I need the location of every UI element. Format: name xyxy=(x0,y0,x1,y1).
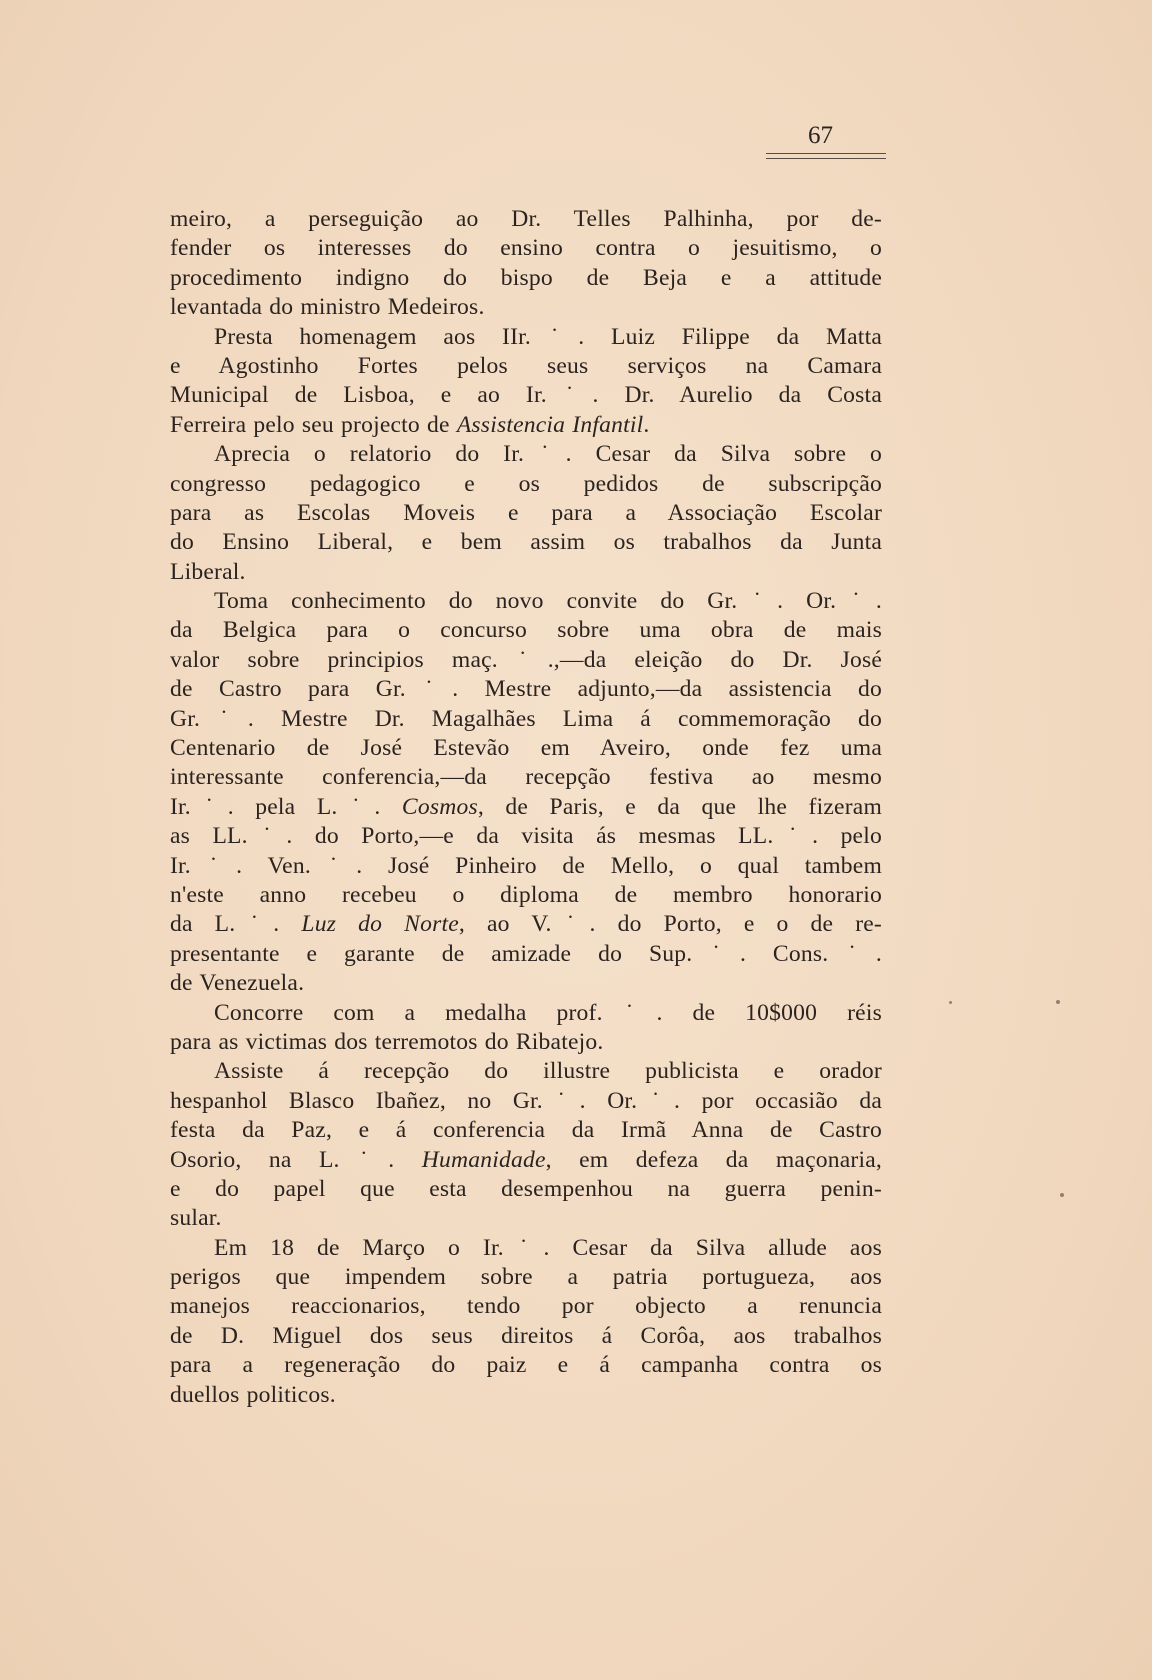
text-line: fender os interesses do ensino contra o jesuitismo, o xyxy=(170,235,882,262)
italic-lodge-luz-do-norte: Luz do Norte xyxy=(301,911,459,938)
paper-speck xyxy=(1060,1193,1064,1197)
body-text xyxy=(170,205,882,1410)
text-line: Assiste á recepção do illustre publicista e orador xyxy=(214,1058,882,1085)
paragraph-1 xyxy=(170,205,882,323)
paper-speck xyxy=(1056,1000,1060,1004)
paragraph-7 xyxy=(170,1234,882,1410)
text-run: . xyxy=(643,411,650,438)
text-line: Ir.˙. Ven.˙. José Pinheiro de Mello, o qual tambem xyxy=(170,852,882,879)
text-line: duellos politicos. xyxy=(170,1381,336,1408)
paragraph-4 xyxy=(170,587,882,998)
text-line: congresso pedagogico e os pedidos de subscripção xyxy=(170,470,882,497)
text-line: da Belgica para o concurso sobre uma obra de mais xyxy=(170,617,882,644)
text-line xyxy=(170,910,882,939)
paper-speck xyxy=(949,1001,952,1004)
text-line: para as victimas dos terremotos do Ribatejo. xyxy=(170,1028,604,1055)
paragraph-6 xyxy=(170,1057,882,1233)
text-run: , em defeza da maçonaria, xyxy=(545,1146,882,1173)
text-line: e Agostinho Fortes pelos seus serviços na Camara xyxy=(170,352,882,379)
text-line: festa da Paz, e á conferencia da Irmã Anna de Castro xyxy=(170,1117,882,1144)
page-number-double-rule xyxy=(766,153,886,159)
text-line: Em 18 de Março o Ir.˙. Cesar da Silva allude aos xyxy=(214,1234,882,1261)
text-line: sular. xyxy=(170,1205,222,1232)
text-line: e do papel que esta desempenhou na guerra penin- xyxy=(170,1175,882,1202)
text-line: valor sobre principios maç.˙.,—da eleição do Dr. José xyxy=(170,646,882,673)
text-line: de Castro para Gr.˙. Mestre adjunto,—da assistencia do xyxy=(170,676,882,703)
text-line: interessante conferencia,—da recepção festiva ao mesmo xyxy=(170,764,882,791)
text-run: Ir.˙. pela L.˙. xyxy=(170,793,402,820)
text-line: n'este anno recebeu o diploma de membro honorario xyxy=(170,881,882,908)
text-line: Concorre com a medalha prof.˙. de 10$000 réis xyxy=(214,999,882,1026)
text-run: da L.˙. xyxy=(170,911,302,938)
text-line: Liberal. xyxy=(170,558,246,585)
text-line: Toma conhecimento do novo convite do Gr.˙. Or.˙. xyxy=(214,588,882,615)
text-line: manejos reaccionarios, tendo por objecto a renuncia xyxy=(170,1293,882,1320)
paragraph-5 xyxy=(170,999,882,1058)
paragraph-2 xyxy=(170,323,882,441)
text-line: para a regeneração do paiz e á campanha contra os xyxy=(170,1352,882,1379)
text-line: levantada do ministro Medeiros. xyxy=(170,294,485,321)
text-run: , de Paris, e da que lhe fizeram xyxy=(477,793,882,820)
italic-lodge-cosmos: Cosmos xyxy=(401,793,478,820)
text-line: para as Escolas Moveis e para a Associação Escolar xyxy=(170,499,882,526)
page-number: 67 xyxy=(808,122,833,149)
text-line: Centenario de José Estevão em Aveiro, onde fez uma xyxy=(170,735,882,762)
text-line: Presta homenagem aos IIr.˙. Luiz Filippe da Matta xyxy=(214,323,882,350)
text-line: presentante e garante de amizade do Sup.˙. Cons.˙. xyxy=(170,940,882,967)
italic-lodge-humanidade: Humanidade xyxy=(421,1146,546,1173)
text-line: do Ensino Liberal, e bem assim os trabalhos da Junta xyxy=(170,529,882,556)
text-run: Osorio, na L.˙. xyxy=(170,1146,422,1173)
text-line: Gr.˙. Mestre Dr. Magalhães Lima á commemoração do xyxy=(170,705,882,732)
text-line: procedimento indigno do bispo de Beja e a attitude xyxy=(170,264,882,291)
text-line: Municipal de Lisboa, e ao Ir.˙. Dr. Aurelio da Costa xyxy=(170,382,882,409)
text-line: de D. Miguel dos seus direitos á Corôa, aos trabalhos xyxy=(170,1322,882,1349)
text-line: as LL.˙. do Porto,—e da visita ás mesmas LL.˙. pelo xyxy=(170,823,882,850)
text-line xyxy=(170,793,882,822)
text-line: de Venezuela. xyxy=(170,970,305,997)
text-line: meiro, a perseguição ao Dr. Telles Palhinha, por de- xyxy=(170,206,882,232)
paragraph-3 xyxy=(170,440,882,587)
text-line: hespanhol Blasco Ibañez, no Gr.˙. Or.˙. por occasião da xyxy=(170,1087,882,1114)
text-run: , ao V.˙. do Porto, e o de re- xyxy=(458,911,882,938)
text-line xyxy=(170,1146,882,1175)
italic-title-assistencia-infantil: Assistencia Infantil xyxy=(456,411,644,438)
text-line: Aprecia o relatorio do Ir.˙. Cesar da Silva sobre o xyxy=(214,441,882,468)
text-line: perigos que impendem sobre a patria portugueza, aos xyxy=(170,1264,882,1291)
text-line xyxy=(170,411,882,440)
text-run: Ferreira pelo seu projecto de xyxy=(170,411,457,438)
